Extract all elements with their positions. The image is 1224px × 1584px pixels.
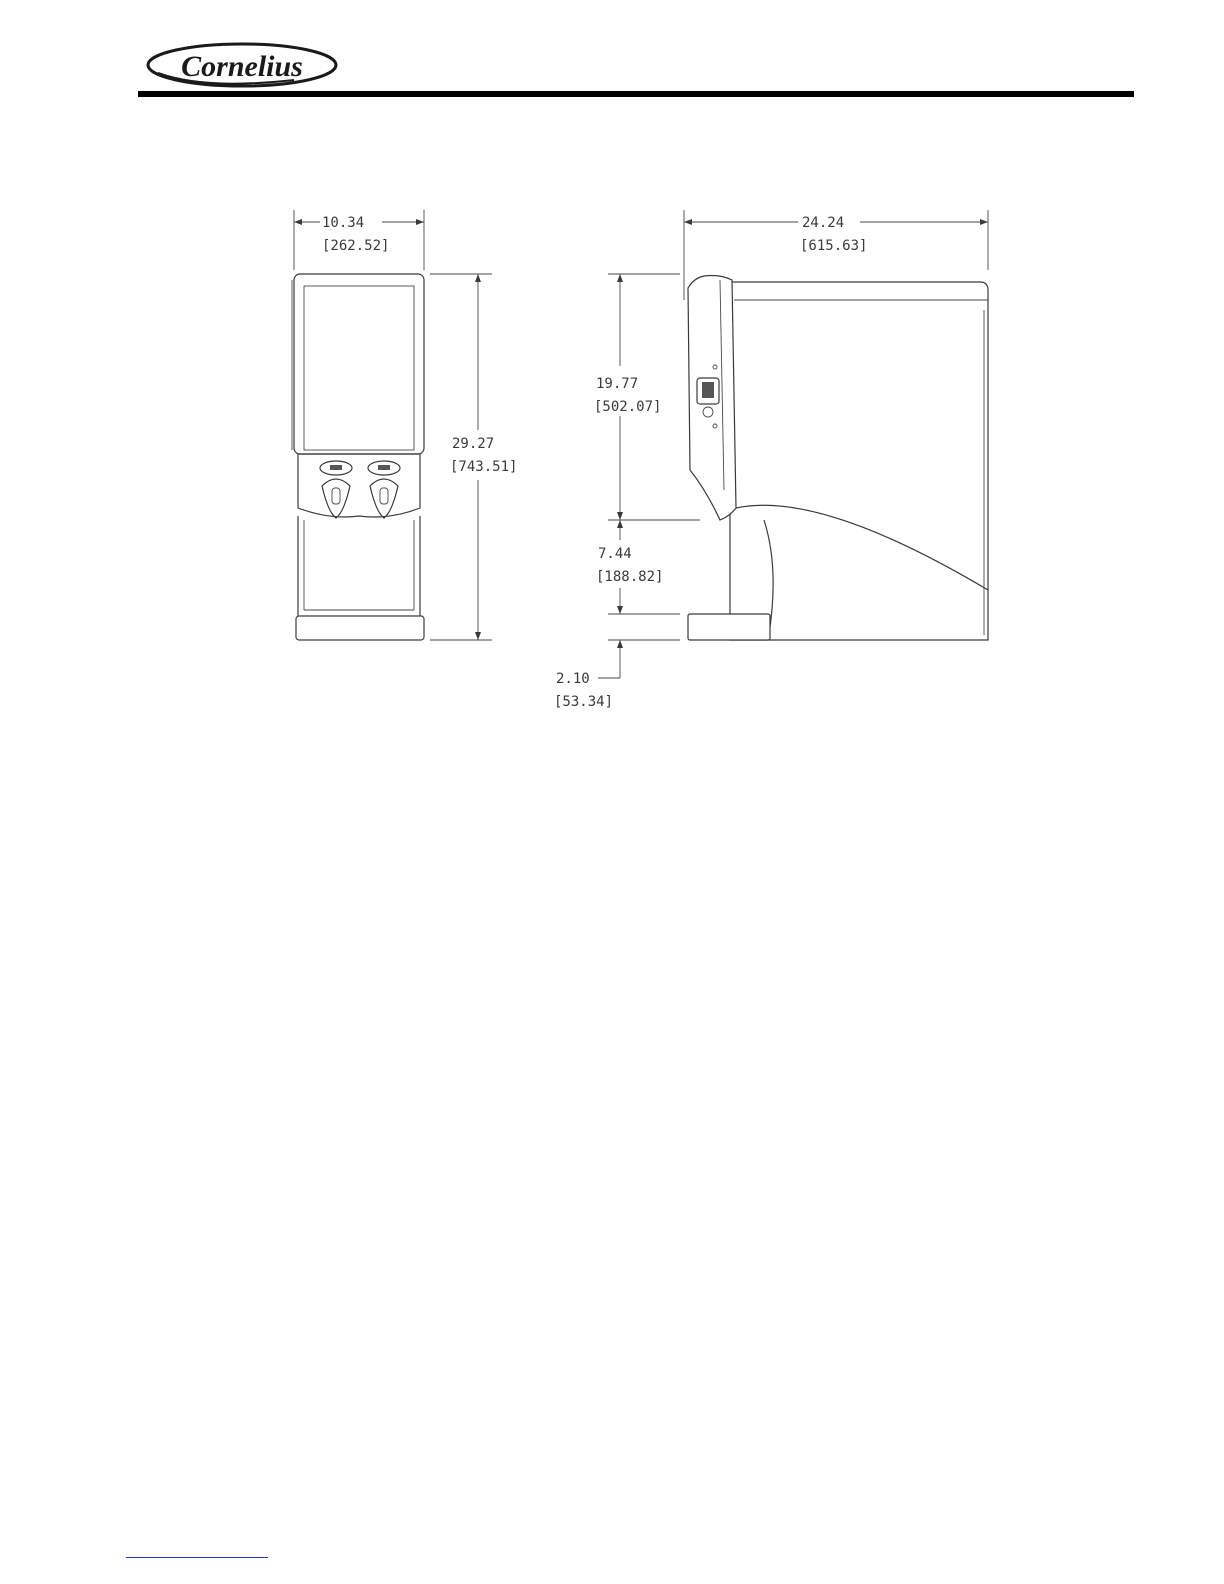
front-width-inches: 10.34 (322, 215, 365, 231)
header-divider (138, 91, 1134, 97)
side-base-height-mm: [53.34] (554, 694, 614, 710)
cornelius-logo (144, 40, 340, 90)
front-width-mm: [262.52] (322, 238, 390, 254)
side-base-height-inches: 2.10 (556, 671, 590, 687)
side-upper-height-inches: 19.77 (596, 376, 639, 392)
side-depth-inches: 24.24 (802, 215, 845, 231)
side-depth-mm: [615.63] (800, 238, 868, 254)
logo-wordmark: Cornelius (181, 50, 303, 83)
side-upper-height-mm: [502.07] (594, 399, 662, 415)
side-dispense-height-inches: 7.44 (598, 546, 632, 562)
front-height-inches: 29.27 (452, 436, 495, 452)
side-view (554, 210, 988, 710)
side-dispense-height-mm: [188.82] (596, 569, 664, 585)
dimension-drawing (260, 190, 1020, 724)
front-view (292, 210, 517, 640)
footnote-divider (126, 1557, 268, 1558)
front-height-mm: [743.51] (450, 459, 518, 475)
